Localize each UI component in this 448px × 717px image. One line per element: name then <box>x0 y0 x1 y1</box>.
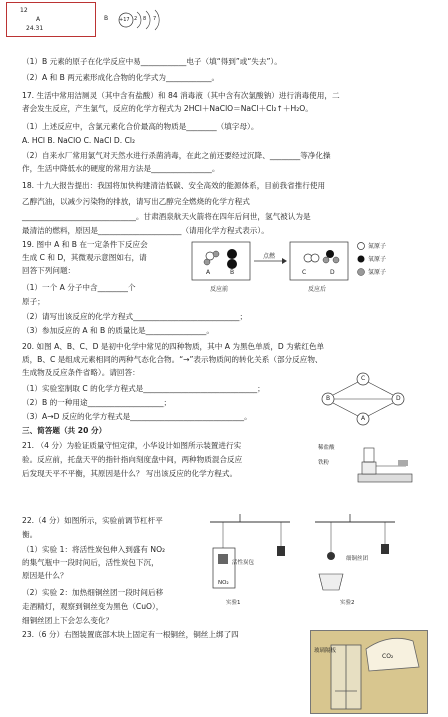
balance-apparatus <box>346 434 418 486</box>
letter-b: B <box>230 269 235 276</box>
q22-line-7: 走酒精灯，观察到铜丝变为黑色（CuO）， <box>22 602 164 611</box>
cycle-c: C <box>361 375 366 382</box>
q22-line-2: 衡。 <box>22 530 38 539</box>
label-condition: 点燃 <box>263 253 276 260</box>
label-co2: CO₂ <box>382 653 394 660</box>
legend-nitrogen: 氮原子 <box>368 243 387 250</box>
line-6: A. HCl B. NaClO C. NaCl D. Cl₂ <box>22 136 136 145</box>
line-5: （1）上述反应中，含氯元素化合价最高的物质是________（填字母）。 <box>22 122 259 131</box>
label-no2: NO₂ <box>218 580 229 586</box>
q22-line-3: （1）实验 1：将活性炭包伸入到盛有 NO₂ <box>22 545 166 554</box>
atom-label: B <box>104 15 109 22</box>
line-25: （3）A→D 反应的化学方程式是______________________________。 <box>22 412 252 421</box>
cycle-a: A <box>361 415 366 422</box>
line-4: 者会发生反应，产生氯气，反应的化学方程式为 2HCl＋NaClO＝NaCl＋Cl₂↑＋H₂O。 <box>22 104 313 113</box>
label-exp2: 实验2 <box>340 600 355 606</box>
line-7: （2）自来水厂常用氯气对天然水进行杀菌消毒，在此之前还要经过沉降、________等净化操 <box>22 151 331 160</box>
element-symbol: A <box>36 16 41 23</box>
q22-line-1: 22.（4 分）如图所示，实验前调节杠杆平 <box>22 516 163 525</box>
line-15: 回答下列问题： <box>22 266 76 275</box>
label-before: 反应前 <box>210 286 229 293</box>
letter-a: A <box>206 269 211 276</box>
element-mass: 24.31 <box>26 25 44 32</box>
label-wire: 细铜丝团 <box>346 556 369 562</box>
line-24: （2）B 的一种用途____________________； <box>22 398 172 407</box>
line-17: 原子； <box>22 297 45 306</box>
section-title: 三、简答题（共 20 分） <box>22 426 107 435</box>
line-18: （2）请写出该反应的化学方程式____________________________； <box>22 312 248 321</box>
line-2: （2）A 和 B 两元素形成化合物的化学式为____________。 <box>22 73 220 82</box>
line-3: 17. 生活中常用洁厕灵（其中含有盐酸）和 84 消毒液（其中含有次氯酸钠）进行消毒使用，二 <box>22 91 340 100</box>
q21-line-2: 验。反应前，托盘天平的指针指向刻度盘中间，两种物质混合反应 <box>22 455 243 464</box>
q22-line-6: （2）实验 2：加热细铜丝团一段时间后移 <box>22 588 164 597</box>
line-13: 19. 图中 A 和 B 在一定条件下反应会 <box>22 240 148 249</box>
line-14: 生成 C 和 D，其微观示意图如右，请 <box>22 253 147 262</box>
co2-apparatus-photo <box>310 630 428 714</box>
line-20: 20. 如图 A、B、C、D 是初中化学中常见的四种物质，其中 A 为黑色单质，D 为紫红色单 <box>22 342 325 351</box>
label-hcl: 稀盐酸 <box>318 445 335 451</box>
line-8: 作，生活中降低水的硬度的常用方法是________________。 <box>22 164 220 173</box>
label-exp1: 实验1 <box>226 600 241 606</box>
q21-line-1: 21. （4 分）为验证质量守恒定律，小华设计如图所示装置进行实 <box>22 441 242 450</box>
line-21: 质，B、C 是组成元素相同的两种气态化合物。“→”表示物质间的转化关系（部分反应物、 <box>22 355 323 364</box>
line-10: 乙醇汽油，以减少污染物的排放，请写出乙醇完全燃烧的化学方程式 <box>22 197 250 206</box>
q22-line-8: 细铜丝团上下会怎么变化？ <box>22 616 114 625</box>
label-after: 反应后 <box>308 286 327 293</box>
shell-3: 7 <box>153 16 157 22</box>
element-number: 12 <box>20 7 28 14</box>
shell-1: 2 <box>134 16 138 22</box>
cycle-b: B <box>326 395 331 402</box>
q22-line-4: 的集气瓶中一段时间后，活性炭包下沉， <box>22 558 159 567</box>
label-bag: 活性炭包 <box>232 560 255 566</box>
q21-line-3: 后发现天平不平衡，其原因是什么？ 写出该反应的化学方程式。 <box>22 469 238 478</box>
line-22: 生成物及反应条件省略）。请回答： <box>22 368 140 377</box>
label-iron: 铁粉 <box>318 460 330 466</box>
atom-charge: +17 <box>119 17 130 23</box>
line-11: ______________________________。甘肃酒泉航天火箭将在四年后问世，氢气被认为是 <box>22 212 311 221</box>
letter-d: D <box>330 269 335 276</box>
line-12: 最清洁的燃料，原因是______________________（请用化学方程式表示）。 <box>22 226 269 235</box>
line-9: 18. 十九大报告提出：我国将加快构建清洁低碳、安全高效的能源体系，目前我省推行使用 <box>22 181 326 190</box>
q22-line-5: 原因是什么？ <box>22 571 68 580</box>
line-16: （1）一个 A 分子中含________个 <box>22 283 136 292</box>
label-partition: 玻璃隔板 <box>314 648 337 654</box>
line-19: （3）参加反应的 A 和 B 的质量比是________________。 <box>22 326 214 335</box>
letter-c: C <box>302 269 307 276</box>
legend-hydrogen: 氢原子 <box>368 269 387 276</box>
legend-oxygen: 氧原子 <box>368 256 387 263</box>
line-23: （1）实验室制取 C 的化学方程式是______________________________； <box>22 384 265 393</box>
shell-2: 8 <box>143 16 147 22</box>
cycle-d: D <box>396 395 401 402</box>
q23-line-1: 23.（6 分）右图装置底部木块上固定有一根铜丝，铜丝上绑了四 <box>22 630 239 639</box>
line-1: （1）B 元素的原子在化学反应中易____________电子（填“得到”或“失去”）。 <box>22 57 282 66</box>
